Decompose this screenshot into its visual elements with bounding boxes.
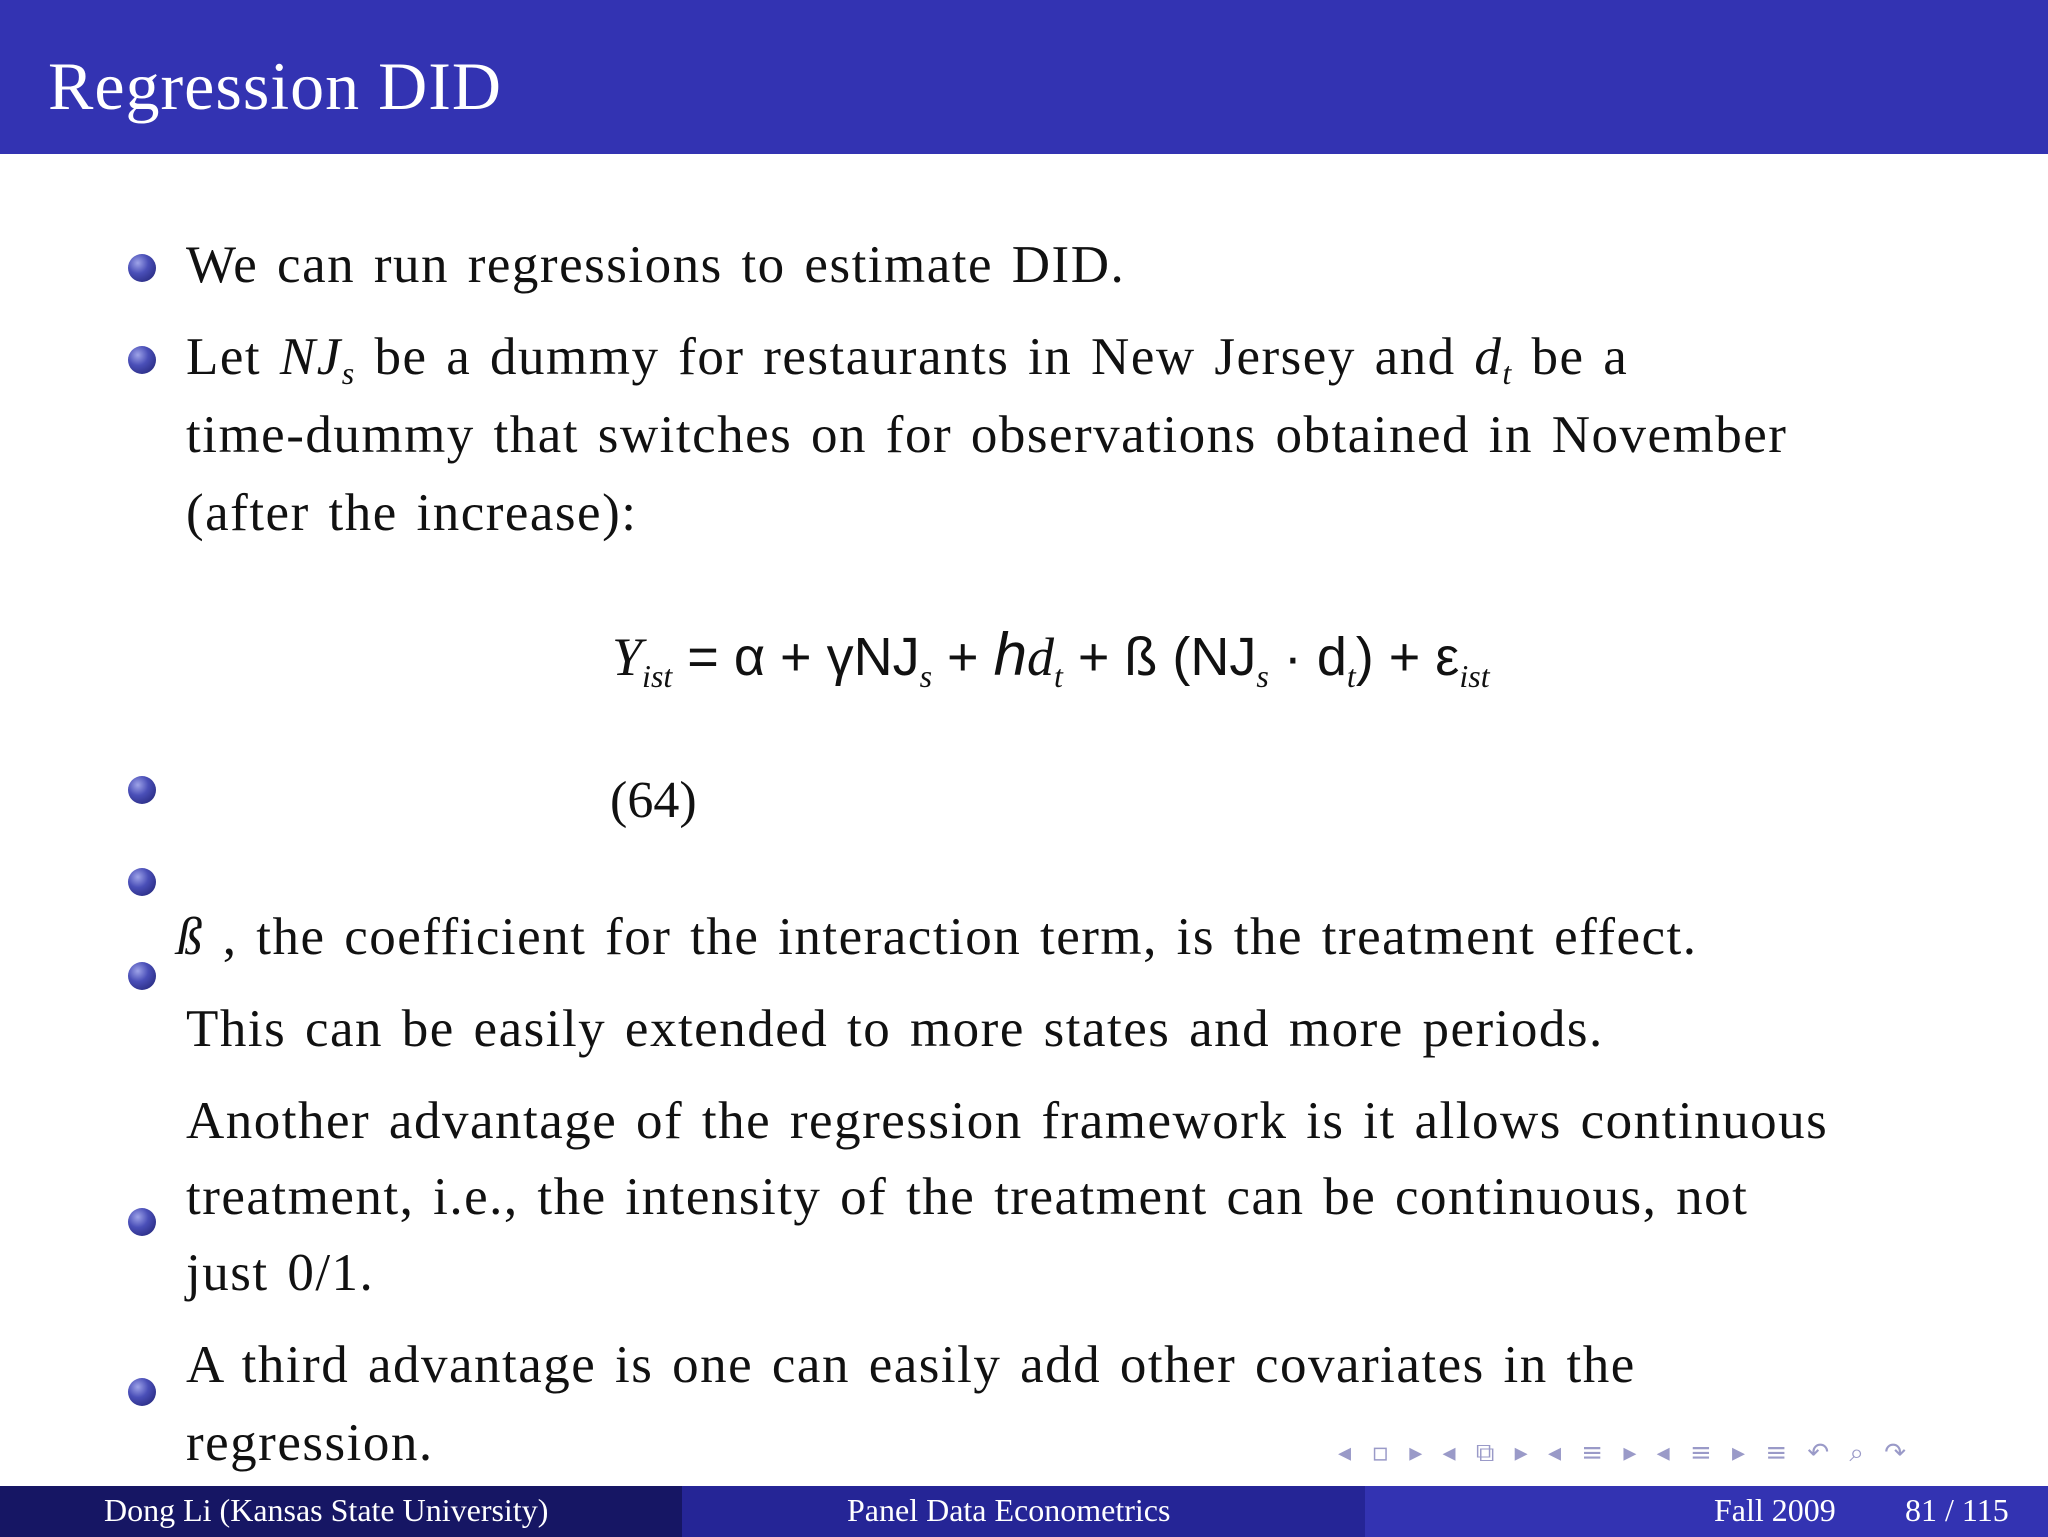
footer-author: Dong Li (Kansas State University) bbox=[104, 1492, 549, 1528]
bullet-text-6-line-2: regression. bbox=[186, 1414, 434, 1472]
bullet-icon bbox=[128, 254, 156, 282]
bullet-icon bbox=[128, 776, 156, 804]
footer-course-section bbox=[682, 1486, 1365, 1537]
bullet-text-1: We can run regressions to estimate DID. bbox=[186, 236, 1126, 294]
bullet-text-4: This can be easily extended to more states and more periods. bbox=[186, 1000, 1604, 1058]
title-bar bbox=[0, 0, 2048, 154]
bullet-icon bbox=[128, 868, 156, 896]
bullet-icon bbox=[128, 1208, 156, 1236]
bullet-text-6: A third advantage is one can easily add other covariates in the bbox=[186, 1336, 1636, 1394]
footer-page-number: 81 / 115 bbox=[1905, 1492, 2009, 1528]
regression-equation: $Y_{ist} = \alpha + \gamma NJ_s + hd_t$ + ß $(NJ_s \cdot d_t) + \varepsilon_{ist}$ bbox=[612, 621, 1490, 694]
bullet-text-2: Let $NJ_s$ be a dummy for restaurants in New Jersey and $d_t$ be a bbox=[186, 328, 1629, 391]
equation-number: (64) bbox=[610, 772, 697, 829]
footer-page-section bbox=[1365, 1486, 2048, 1537]
bullet-icon bbox=[128, 962, 156, 990]
bullet-icon bbox=[128, 346, 156, 374]
bullet-text-5-line-3: just 0/1. bbox=[186, 1244, 375, 1302]
bullet-text-2-line-3: (after the increase): bbox=[186, 484, 638, 542]
bullet-text-2-line-2: time-dummy that switches on for observations obtained in November bbox=[186, 406, 1788, 464]
bullet-text-3: ß , the coefficient for the interaction term, is the treatment effect. bbox=[176, 908, 1698, 966]
bullet-icon bbox=[128, 1378, 156, 1406]
beamer-navigation-icons[interactable]: ◂ ▫ ▸ ◂ ⧉ ▸ ◂ ≡ ▸ ◂ ≡ ▸ ≡ ↶ ⌕ ↷ bbox=[1338, 1438, 1913, 1468]
footer-author-section bbox=[0, 1486, 682, 1537]
footer-course: Panel Data Econometrics bbox=[847, 1492, 1171, 1528]
bullet-text-5: Another advantage of the regression framework is it allows continuous bbox=[186, 1092, 1829, 1150]
slide-title: Regression DID bbox=[48, 48, 503, 124]
footer-bar bbox=[0, 1486, 2048, 1537]
bullet-text-5-line-2: treatment, i.e., the intensity of the treatment can be continuous, not bbox=[186, 1168, 1749, 1226]
footer-term: Fall 2009 bbox=[1714, 1492, 1836, 1528]
